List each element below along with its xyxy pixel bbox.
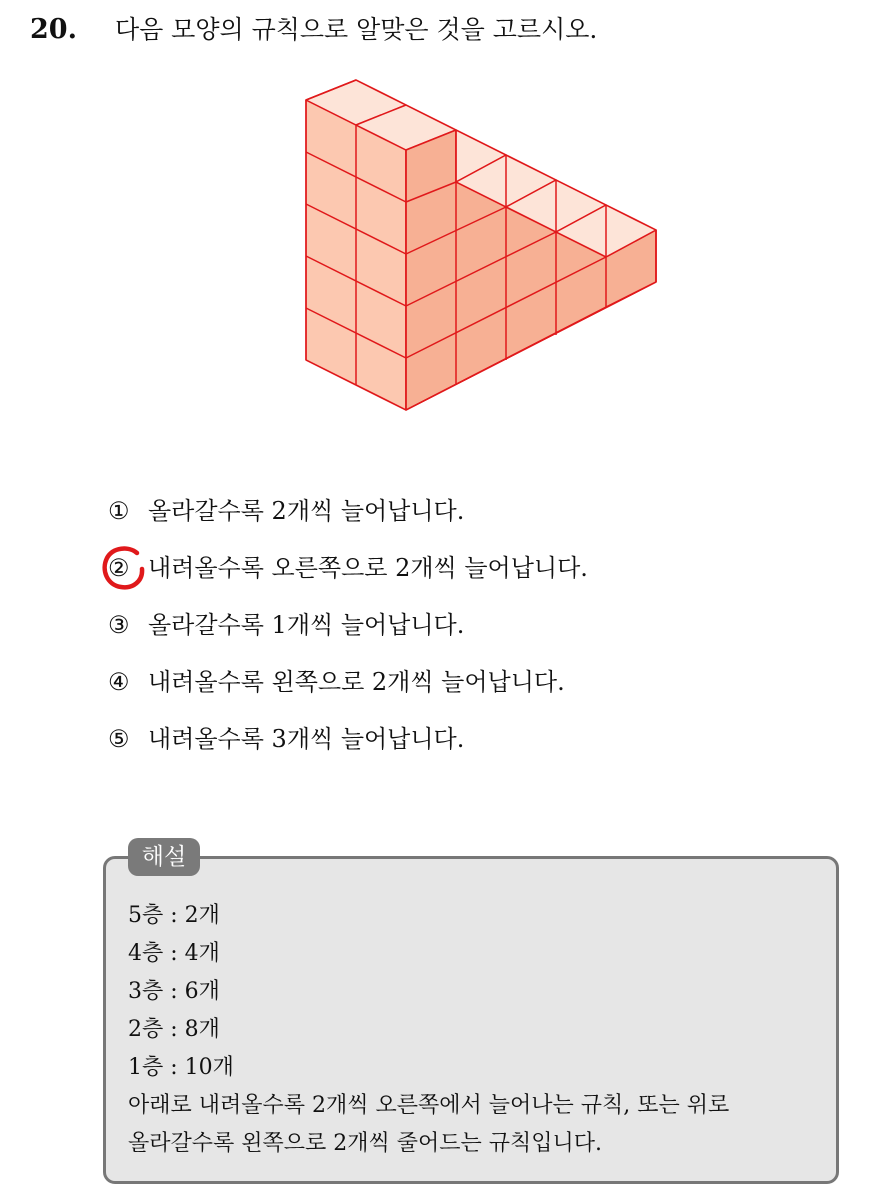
choice-3-marker: ③ [108,611,130,639]
choice-4-text: 내려올수록 왼쪽으로 2개씩 늘어납니다. [148,668,565,696]
choice-4-marker: ④ [108,668,130,696]
explanation-box [103,856,839,1184]
explanation-line-5: 1층 : 10개 [128,1055,234,1080]
question-number: 20. [30,14,77,45]
choice-list [108,492,588,777]
question-header [30,12,597,48]
explanation-line-3: 3층 : 6개 [128,979,220,1004]
choice-1-text: 올라갈수록 2개씩 늘어납니다. [148,497,465,525]
choice-3-text: 올라갈수록 1개씩 늘어납니다. [148,611,465,639]
choice-2-text: 내려올수록 오른쪽으로 2개씩 늘어납니다. [148,554,588,582]
question-text: 다음 모양의 규칙으로 알맞은 것을 고르시오. [114,15,598,44]
choice-5[interactable] [108,720,588,777]
choice-5-marker: ⑤ [108,725,130,753]
choice-3[interactable] [108,606,588,663]
explanation-line-1: 5층 : 2개 [128,903,220,928]
cube-staircase-svg [290,70,670,420]
explanation-line-7: 올라갈수록 왼쪽으로 2개씩 줄어드는 규칙입니다. [128,1131,603,1156]
choice-2[interactable] [108,549,588,606]
choice-4[interactable] [108,663,588,720]
choice-1-marker: ① [108,497,130,525]
explanation-tab: 해설 [128,838,200,876]
explanation-line-4: 2층 : 8개 [128,1017,220,1042]
explanation-line-6: 아래로 내려올수록 2개씩 오른쪽에서 늘어나는 규칙, 또는 위로 [128,1093,730,1118]
choice-1[interactable] [108,492,588,549]
choice-2-marker: ② [108,554,130,582]
stacked-cubes-figure [290,70,670,424]
choice-5-text: 내려올수록 3개씩 늘어납니다. [148,725,465,753]
explanation-line-2: 4층 : 4개 [128,941,220,966]
